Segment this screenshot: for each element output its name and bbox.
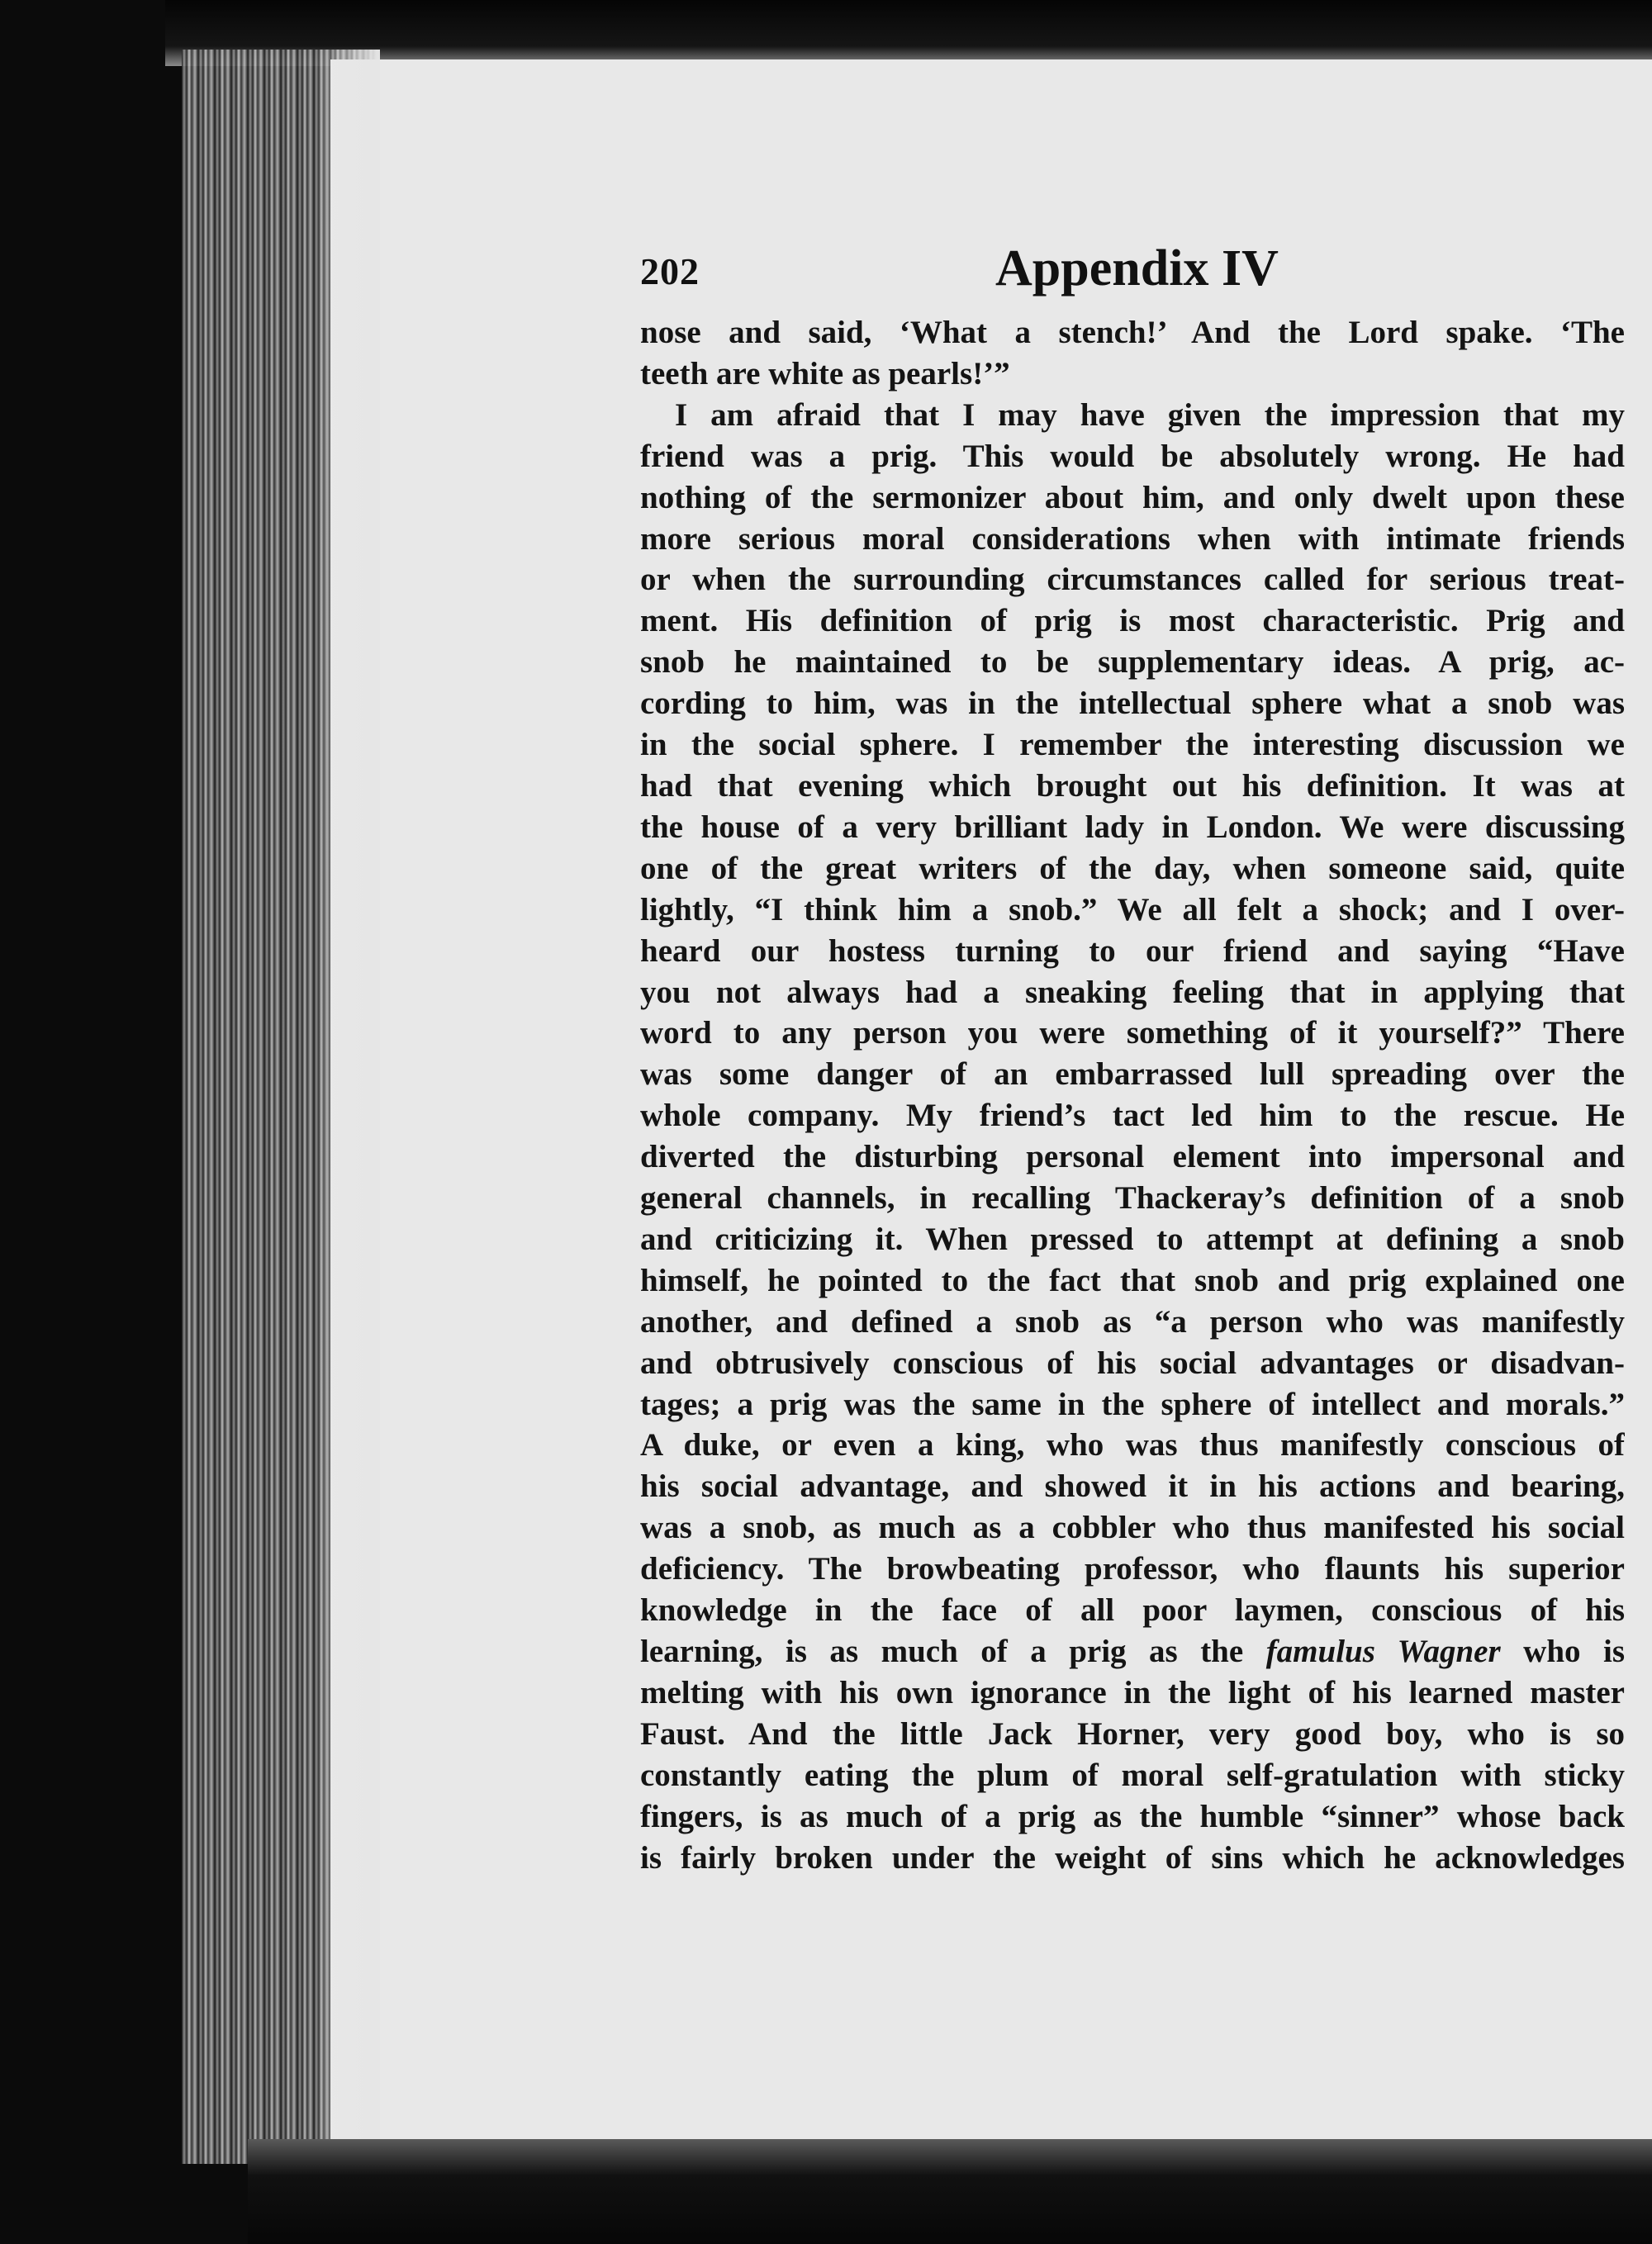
text-line: is fairly broken under the weight of sins which he acknowledges <box>640 1839 1625 1876</box>
text-line: deficiency. The browbeating professor, who flaunts his superior <box>640 1551 1625 1587</box>
text-line: heard our hostess turning to our friend and saying “Have <box>640 932 1625 969</box>
text-line: knowledge in the face of all poor laymen, conscious of his <box>640 1592 1625 1629</box>
text-line: lightly, “I think him a snob.” We all felt a shock; and I over- <box>640 891 1625 927</box>
text-line: friend was a prig. This would be absolutely wrong. He had <box>640 438 1625 474</box>
text-line: constantly eating the plum of moral self-gratulation with sticky <box>640 1757 1625 1793</box>
text-line: in the social sphere. I remember the interesting discussion we <box>640 727 1625 763</box>
text-line: melting with his own ignorance in the light of his learned master <box>640 1674 1625 1710</box>
text-line: or when the surrounding circumstances called for serious treat- <box>640 562 1625 598</box>
italic-term: famulus Wagner <box>1265 1634 1501 1669</box>
text-line: I am afraid that I may have given the impression that my <box>675 396 1625 433</box>
text-line: his social advantage, and showed it in his actions and bearing, <box>640 1468 1625 1505</box>
text-line: the house of a very brilliant lady in London. We were discussing <box>640 809 1625 845</box>
text-line: general channels, in recalling Thackeray’s definition of a snob <box>640 1180 1625 1217</box>
text-line: fingers, is as much of a prig as the humble “sinner” whose back <box>640 1798 1625 1834</box>
text-line: another, and defined a snob as “a person who was manifestly <box>640 1303 1625 1340</box>
text-line-with-italic <box>640 1631 1625 1672</box>
text-line: cording to him, was in the intellectual sphere what a snob was <box>640 686 1625 722</box>
text-line: more serious moral considerations when with intimate friends <box>640 520 1625 557</box>
running-title: Appendix IV <box>995 240 1279 297</box>
text-line: and obtrusively conscious of his social advantages or disadvan- <box>640 1345 1625 1381</box>
running-head <box>640 240 1631 306</box>
text-line: snob he maintained to be supplementary ideas. A prig, ac- <box>640 644 1625 681</box>
text-line: ment. His definition of prig is most characteristic. Prig and <box>640 603 1625 639</box>
text-segment: who is <box>1523 1634 1625 1669</box>
text-line: word to any person you were something of it yourself?” There <box>640 1015 1625 1051</box>
text-line: A duke, or even a king, who was thus manifestly conscious of <box>640 1427 1625 1464</box>
text-segment: learning, is as much of a prig as the <box>640 1634 1244 1669</box>
text-line: you not always had a sneaking feeling that in applying that <box>640 974 1625 1010</box>
text-line: had that evening which brought out his definition. It was at <box>640 767 1625 804</box>
text-line: tages; a prig was the same in the sphere of intellect and morals.” <box>640 1386 1625 1422</box>
bottom-shadow <box>248 2139 1652 2244</box>
text-line: teeth are white as pearls!’” <box>640 355 1010 391</box>
text-line: one of the great writers of the day, when someone said, quite <box>640 850 1625 886</box>
text-line: was a snob, as much as a cobbler who thus manifested his social <box>640 1510 1625 1546</box>
text-line: diverted the disturbing personal element into impersonal and <box>640 1139 1625 1175</box>
text-line: nose and said, ‘What a stench!’ And the Lord spake. ‘The <box>640 315 1625 350</box>
page-number: 202 <box>640 250 700 292</box>
gutter-fade <box>314 50 380 2164</box>
text-line: Faust. And the little Jack Horner, very good boy, who is so <box>640 1715 1625 1752</box>
text-line: himself, he pointed to the fact that snob and prig explained one <box>640 1262 1625 1298</box>
text-line: and criticizing it. When pressed to attempt at defining a snob <box>640 1221 1625 1257</box>
text-line: was some danger of an embarrassed lull spreading over the <box>640 1056 1625 1093</box>
text-line: nothing of the sermonizer about him, and only dwelt upon these <box>640 479 1625 515</box>
top-shadow <box>165 0 1652 66</box>
text-line: whole company. My friend’s tact led him to the rescue. He <box>640 1098 1625 1134</box>
body-text <box>640 312 1625 1878</box>
